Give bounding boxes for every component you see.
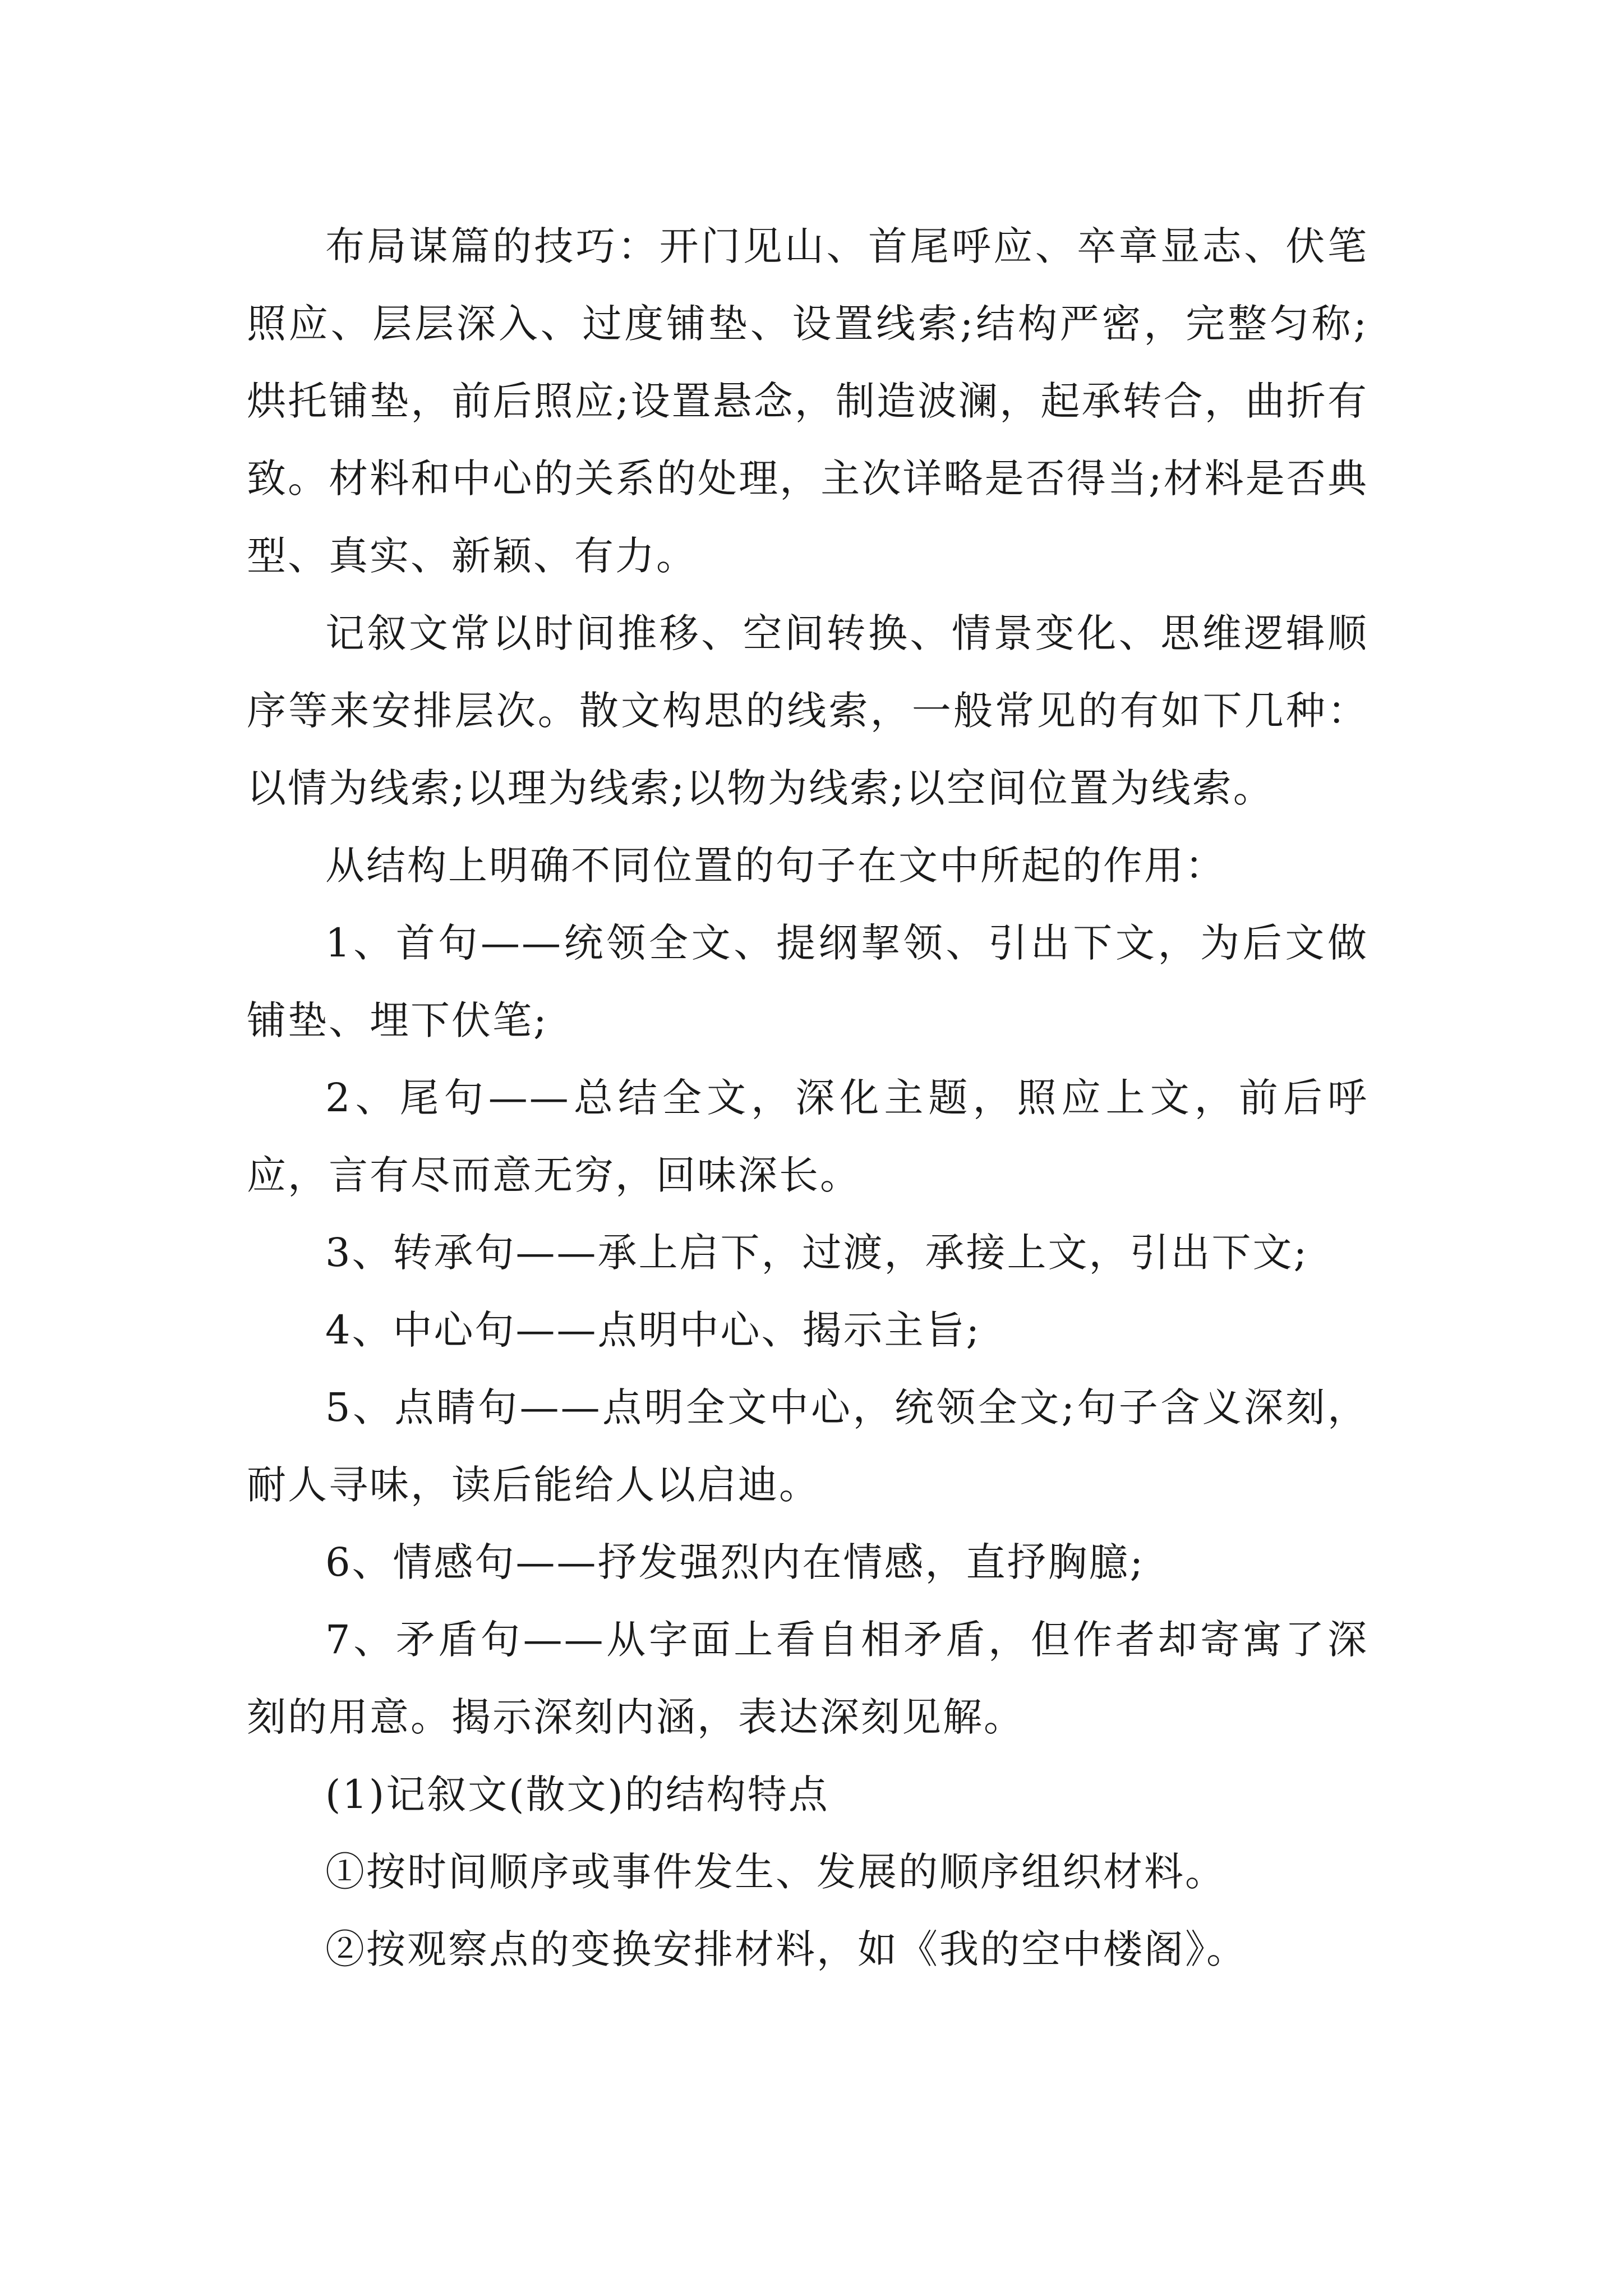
list-item-emotion-sentence: 6、情感句——抒发强烈内在情感，直抒胸臆; (325, 1539, 1145, 1585)
document-body (247, 208, 1368, 1988)
paragraph-narrative-clues: 记叙文常以时间推移、空间转换、情景变化、思维逻辑顺序等来安排层次。散文构思的线索，一般常见的有如下几种：以情为线索;以理为线索;以物为线索;以空间位置为线索。 (247, 610, 1368, 811)
paragraph-layout-techniques: 布局谋篇的技巧：开门见山、首尾呼应、卒章显志、伏笔照应、层层深入、过度铺垫、设置线索;结构严密，完整匀称;烘托铺垫，前后照应;设置悬念，制造波澜，起承转合，曲折有致。材料和中心的关系的处理，主次详略是否得当;材料是否典型、真实、新颖、有力。 (247, 223, 1368, 579)
list-item-last-sentence: 2、尾句——总结全文，深化主题，照应上文，前后呼应，言有尽而意无穷，回味深长。 (247, 1075, 1368, 1198)
list-item-key-sentence: 5、点睛句——点明全文中心，统领全文;句子含义深刻，耐人寻味，读后能给人以启迪。 (247, 1384, 1368, 1508)
list-item-transition-sentence: 3、转承句——承上启下，过渡，承接上文，引出下文; (325, 1230, 1309, 1276)
list-item-first-sentence: 1、首句——统领全文、提纲挈领、引出下文，为后文做铺垫、埋下伏笔; (247, 920, 1368, 1043)
section-heading-structure-features: (1)记叙文(散文)的结构特点 (325, 1772, 829, 1818)
list-item-paradox-sentence: 7、矛盾句——从字面上看自相矛盾，但作者却寄寓了深刻的用意。揭示深刻内涵，表达深刻见解。 (247, 1617, 1368, 1740)
list-item-time-order: ①按时间顺序或事件发生、发展的顺序组织材料。 (325, 1849, 1226, 1895)
paragraph-sentence-roles-intro: 从结构上明确不同位置的句子在文中所起的作用： (325, 843, 1226, 889)
list-item-viewpoint-order: ②按观察点的变换安排材料，如《我的空中楼阁》。 (325, 1926, 1247, 1972)
list-item-central-sentence: 4、中心句——点明中心、揭示主旨; (325, 1307, 981, 1353)
